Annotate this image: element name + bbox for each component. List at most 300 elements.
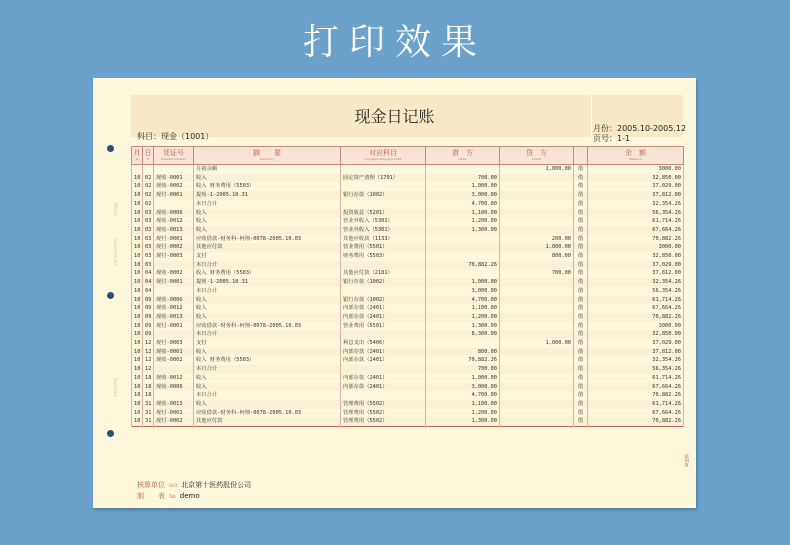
day-cell: 09 bbox=[143, 330, 154, 339]
balance-cell: 61,714.26 bbox=[588, 296, 684, 305]
maker-en: Tab bbox=[169, 494, 176, 499]
voucher-cell: 现付-0003 bbox=[154, 339, 194, 348]
account-cell: 内部存款（2401） bbox=[341, 304, 426, 313]
credit-cell: 1,000.00 bbox=[500, 243, 574, 252]
credit-cell bbox=[500, 278, 574, 287]
month-cell: 10 bbox=[132, 383, 143, 392]
summary-cell: 本日合计 bbox=[194, 287, 341, 296]
day-cell: 02 bbox=[143, 200, 154, 209]
day-cell: 04 bbox=[143, 269, 154, 278]
account-cell: 内部存款（2401） bbox=[341, 383, 426, 392]
day-cell: 09 bbox=[143, 313, 154, 322]
account-cell: 营业外收入（5301） bbox=[341, 226, 426, 235]
binding-hole-icon bbox=[107, 430, 114, 437]
credit-cell bbox=[500, 174, 574, 183]
credit-cell: 800.00 bbox=[500, 252, 574, 261]
balance-cell: 70,882.26 bbox=[588, 235, 684, 244]
voucher-cell: 现付-0001 bbox=[154, 409, 194, 418]
account-cell: 管理费用（5502） bbox=[341, 409, 426, 418]
month-cell: 10 bbox=[132, 182, 143, 191]
day-cell: 03 bbox=[143, 217, 154, 226]
debit-cell: 1,000.00 bbox=[426, 182, 500, 191]
table-row bbox=[132, 383, 684, 392]
direction-cell: 借 bbox=[574, 374, 588, 383]
column-header-en: M bbox=[135, 156, 139, 161]
direction-cell: 借 bbox=[574, 313, 588, 322]
debit-cell: 70,882.26 bbox=[426, 356, 500, 365]
month-cell: 10 bbox=[132, 261, 143, 270]
direction-cell: 借 bbox=[574, 235, 588, 244]
summary-cell: 其他应付款 bbox=[194, 243, 341, 252]
month-cell: 10 bbox=[132, 269, 143, 278]
month-cell: 10 bbox=[132, 356, 143, 365]
direction-cell: 借 bbox=[574, 391, 588, 400]
direction-cell: 借 bbox=[574, 339, 588, 348]
column-header-label: 贷 方 bbox=[526, 148, 547, 157]
credit-cell bbox=[500, 209, 574, 218]
balance-cell: 32,850.00 bbox=[588, 252, 684, 261]
direction-cell: 借 bbox=[574, 182, 588, 191]
day-cell: 18 bbox=[143, 374, 154, 383]
account-cell bbox=[341, 391, 426, 400]
column-header-label: 余 额 bbox=[625, 148, 646, 157]
balance-cell: 67,664.26 bbox=[588, 383, 684, 392]
credit-cell: 1,000.00 bbox=[500, 339, 574, 348]
debit-cell: 3,000.00 bbox=[426, 191, 500, 200]
voucher-cell: 现收-0012 bbox=[154, 217, 194, 226]
summary-cell: 支付 bbox=[194, 339, 341, 348]
day-cell: 31 bbox=[143, 400, 154, 409]
voucher-cell: 现付-0001 bbox=[154, 278, 194, 287]
account-cell bbox=[341, 182, 426, 191]
table-row bbox=[132, 243, 684, 252]
summary-cell: 收入 bbox=[194, 209, 341, 218]
day-cell: 03 bbox=[143, 243, 154, 252]
balance-cell: 61,714.26 bbox=[588, 217, 684, 226]
debit-cell: 1,000.00 bbox=[426, 374, 500, 383]
month-cell: 10 bbox=[132, 217, 143, 226]
balance-cell: 61,714.26 bbox=[588, 374, 684, 383]
month-cell: 10 bbox=[132, 200, 143, 209]
balance-cell: 3000.00 bbox=[588, 322, 684, 331]
account-cell: 银行存款（1002） bbox=[341, 296, 426, 305]
voucher-cell: 现收-0002 bbox=[154, 356, 194, 365]
month-cell: 10 bbox=[132, 313, 143, 322]
voucher-cell bbox=[154, 165, 194, 174]
document-title: 现金日记账 bbox=[354, 107, 435, 126]
debit-cell: 1,300.00 bbox=[426, 322, 500, 331]
table-row bbox=[132, 269, 684, 278]
day-cell: 02 bbox=[143, 191, 154, 200]
direction-cell: 借 bbox=[574, 322, 588, 331]
balance-cell: 37,029.00 bbox=[588, 261, 684, 270]
summary-cell: 其他应付款 bbox=[194, 417, 341, 426]
day-cell: 12 bbox=[143, 356, 154, 365]
column-header-label: 月 bbox=[133, 148, 141, 157]
direction-cell: 借 bbox=[574, 296, 588, 305]
account-cell: 营业费用（5501） bbox=[341, 322, 426, 331]
credit-cell bbox=[500, 191, 574, 200]
side-label: Document No. bbox=[113, 238, 118, 267]
month-cell: 10 bbox=[132, 209, 143, 218]
voucher-cell: 现收-0012 bbox=[154, 374, 194, 383]
month-cell: 10 bbox=[132, 296, 143, 305]
account-cell: 营业费用（5501） bbox=[341, 243, 426, 252]
credit-cell bbox=[500, 304, 574, 313]
month-cell: 10 bbox=[132, 287, 143, 296]
credit-cell bbox=[500, 391, 574, 400]
column-header-label: 对应科目 bbox=[369, 148, 397, 157]
table-row bbox=[132, 296, 684, 305]
table-row bbox=[132, 165, 684, 174]
table-row bbox=[132, 304, 684, 313]
balance-cell: 37,812.00 bbox=[588, 269, 684, 278]
debit-cell: 1,200.00 bbox=[426, 409, 500, 418]
credit-cell bbox=[500, 182, 574, 191]
balance-cell: 37,812.00 bbox=[588, 348, 684, 357]
debit-cell: 1,000.00 bbox=[426, 278, 500, 287]
table-row bbox=[132, 200, 684, 209]
balance-cell: 32,850.00 bbox=[588, 330, 684, 339]
credit-cell bbox=[500, 365, 574, 374]
voucher-cell bbox=[154, 365, 194, 374]
account-cell: 利息支出（5406） bbox=[341, 339, 426, 348]
direction-cell: 借 bbox=[574, 269, 588, 278]
account-cell: 其他应收款（1133） bbox=[341, 235, 426, 244]
column-header-en: Debit bbox=[458, 156, 467, 161]
table-row bbox=[132, 217, 684, 226]
column-header bbox=[426, 147, 500, 165]
day-cell: 03 bbox=[143, 209, 154, 218]
banner-title: 打印效果 bbox=[302, 21, 487, 63]
day-cell: 18 bbox=[143, 391, 154, 400]
summary-cell: 提现-1-2005.10.31 bbox=[194, 191, 341, 200]
debit-cell: 1,200.00 bbox=[426, 217, 500, 226]
debit-cell: 4,700.00 bbox=[426, 296, 500, 305]
debit-cell: 3,000.00 bbox=[426, 383, 500, 392]
voucher-cell bbox=[154, 200, 194, 209]
voucher-cell bbox=[154, 261, 194, 270]
credit-cell bbox=[500, 287, 574, 296]
summary-cell: 收入 bbox=[194, 217, 341, 226]
debit-cell bbox=[426, 252, 500, 261]
column-header-label: 凭证号 bbox=[163, 148, 184, 157]
voucher-cell: 现收-0006 bbox=[154, 209, 194, 218]
account-cell: 内部存款（2401） bbox=[341, 374, 426, 383]
credit-cell bbox=[500, 200, 574, 209]
summary-cell: 本日合计 bbox=[194, 391, 341, 400]
account-cell: 内部存款（2401） bbox=[341, 348, 426, 357]
summary-cell: 本日合计 bbox=[194, 261, 341, 270]
month-cell: 10 bbox=[132, 330, 143, 339]
table-row bbox=[132, 235, 684, 244]
account-cell bbox=[341, 330, 426, 339]
balance-cell: 32,354.26 bbox=[588, 200, 684, 209]
voucher-cell: 现收-0001 bbox=[154, 174, 194, 183]
month-cell: 10 bbox=[132, 174, 143, 183]
debit-cell bbox=[426, 165, 500, 174]
debit-cell: 800.00 bbox=[426, 348, 500, 357]
account-cell bbox=[341, 200, 426, 209]
direction-cell: 借 bbox=[574, 217, 588, 226]
balance-cell: 32,354.26 bbox=[588, 278, 684, 287]
voucher-cell: 现收-0013 bbox=[154, 313, 194, 322]
table-row bbox=[132, 348, 684, 357]
balance-cell: 70,882.26 bbox=[588, 417, 684, 426]
table-row bbox=[132, 417, 684, 426]
summary-cell: 收入 bbox=[194, 304, 341, 313]
month-cell: 10 bbox=[132, 226, 143, 235]
direction-cell: 借 bbox=[574, 383, 588, 392]
summary-cell: 应收借款-财务科-柯翔-0078-2005.10.03 bbox=[194, 409, 341, 418]
month-cell: 10 bbox=[132, 339, 143, 348]
credit-cell bbox=[500, 261, 574, 270]
credit-cell bbox=[500, 400, 574, 409]
direction-cell: 借 bbox=[574, 243, 588, 252]
voucher-cell bbox=[154, 287, 194, 296]
credit-cell bbox=[500, 417, 574, 426]
credit-cell bbox=[500, 374, 574, 383]
table-row bbox=[132, 209, 684, 218]
column-header-en: Summary bbox=[259, 156, 275, 161]
direction-cell: 借 bbox=[574, 348, 588, 357]
summary-cell: 收入 bbox=[194, 383, 341, 392]
voucher-cell bbox=[154, 330, 194, 339]
direction-cell: 借 bbox=[574, 417, 588, 426]
month-cell: 10 bbox=[132, 374, 143, 383]
account-cell: 营业外收入（5301） bbox=[341, 217, 426, 226]
account-cell: 投资收益（5201） bbox=[341, 209, 426, 218]
summary-cell: 本日合计 bbox=[194, 365, 341, 374]
balance-cell: 61,714.26 bbox=[588, 400, 684, 409]
account-cell bbox=[341, 261, 426, 270]
debit-cell: 3,000.00 bbox=[426, 287, 500, 296]
voucher-cell: 现收-0006 bbox=[154, 296, 194, 305]
column-header-en: Credit bbox=[531, 156, 542, 161]
table-row bbox=[132, 374, 684, 383]
voucher-cell: 现收-0013 bbox=[154, 400, 194, 409]
column-header bbox=[143, 147, 154, 165]
column-header-en: D bbox=[146, 156, 150, 161]
summary-cell: 收入 bbox=[194, 226, 341, 235]
day-cell: 03 bbox=[143, 261, 154, 270]
day-cell: 12 bbox=[143, 365, 154, 374]
credit-cell bbox=[500, 217, 574, 226]
maker-label: 制 表 bbox=[137, 492, 165, 500]
column-header bbox=[194, 147, 341, 165]
account-cell: 管理费用（5502） bbox=[341, 400, 426, 409]
balance-cell: 32,354.26 bbox=[588, 356, 684, 365]
balance-cell: 37,812.00 bbox=[588, 191, 684, 200]
day-cell: 18 bbox=[143, 383, 154, 392]
debit-cell: 1,300.00 bbox=[426, 226, 500, 235]
direction-cell: 借 bbox=[574, 165, 588, 174]
summary-cell: 收入 财务费用（5503） bbox=[194, 269, 341, 278]
column-header-en: Voucher number bbox=[161, 156, 186, 161]
debit-cell bbox=[426, 235, 500, 244]
day-cell: 31 bbox=[143, 409, 154, 418]
month-cell: 10 bbox=[132, 409, 143, 418]
account-cell: 银行存款（1002） bbox=[341, 278, 426, 287]
month-cell bbox=[132, 165, 143, 174]
table-row bbox=[132, 313, 684, 322]
debit-cell: 700.00 bbox=[426, 174, 500, 183]
account-cell bbox=[341, 287, 426, 296]
credit-cell bbox=[500, 296, 574, 305]
summary-cell: 应收借款-财务科-柯翔-0078-2005.10.03 bbox=[194, 322, 341, 331]
voucher-cell: 现收-0002 bbox=[154, 269, 194, 278]
debit-cell: 1,300.00 bbox=[426, 417, 500, 426]
credit-cell bbox=[500, 409, 574, 418]
balance-cell: 67,664.26 bbox=[588, 304, 684, 313]
voucher-cell: 现付-0002 bbox=[154, 243, 194, 252]
summary-cell: 收入 bbox=[194, 313, 341, 322]
column-header bbox=[500, 147, 574, 165]
day-cell: 09 bbox=[143, 322, 154, 331]
voucher-cell: 现收-0001 bbox=[154, 348, 194, 357]
column-header bbox=[588, 147, 684, 165]
month-cell: 10 bbox=[132, 400, 143, 409]
account-cell: 固定资产清理（1701） bbox=[341, 174, 426, 183]
day-cell: 03 bbox=[143, 235, 154, 244]
credit-cell bbox=[500, 226, 574, 235]
debit-cell bbox=[426, 269, 500, 278]
credit-cell: 700.00 bbox=[500, 269, 574, 278]
month-cell: 10 bbox=[132, 235, 143, 244]
banner bbox=[0, 0, 790, 78]
voucher-cell: 现收-0013 bbox=[154, 226, 194, 235]
summary-cell: 应收借款-财务科-柯翔-0078-2005.10.03 bbox=[194, 235, 341, 244]
balance-cell: 37,029.00 bbox=[588, 182, 684, 191]
month-label: 月份：2005.10-2005.12 bbox=[593, 124, 687, 133]
day-cell: 04 bbox=[143, 278, 154, 287]
account-cell bbox=[341, 365, 426, 374]
voucher-cell: 现付-0001 bbox=[154, 191, 194, 200]
balance-cell: 56,354.26 bbox=[588, 365, 684, 374]
table-row bbox=[132, 174, 684, 183]
month-cell: 10 bbox=[132, 252, 143, 261]
credit-cell: 1,000.00 bbox=[500, 165, 574, 174]
day-cell bbox=[143, 165, 154, 174]
day-cell: 02 bbox=[143, 174, 154, 183]
direction-cell: 借 bbox=[574, 278, 588, 287]
table-row bbox=[132, 391, 684, 400]
table-row bbox=[132, 356, 684, 365]
account-cell: 管理费用（5502） bbox=[341, 417, 426, 426]
day-cell: 03 bbox=[143, 252, 154, 261]
column-header-label: 借 方 bbox=[452, 148, 473, 157]
month-cell: 10 bbox=[132, 322, 143, 331]
ledger-paper bbox=[93, 78, 696, 508]
voucher-cell: 现收-0012 bbox=[154, 304, 194, 313]
direction-cell: 借 bbox=[574, 400, 588, 409]
summary-cell: 本日合计 bbox=[194, 200, 341, 209]
voucher-cell: 现付-0003 bbox=[154, 252, 194, 261]
direction-cell: 借 bbox=[574, 409, 588, 418]
month-cell: 10 bbox=[132, 243, 143, 252]
balance-cell: 70,882.26 bbox=[588, 391, 684, 400]
debit-cell: 1,100.00 bbox=[426, 209, 500, 218]
direction-cell: 借 bbox=[574, 252, 588, 261]
footer-maker bbox=[137, 491, 200, 501]
voucher-cell: 现收-0002 bbox=[154, 182, 194, 191]
month-cell: 10 bbox=[132, 348, 143, 357]
summary-cell: 收入 bbox=[194, 374, 341, 383]
column-header bbox=[154, 147, 194, 165]
table-row bbox=[132, 252, 684, 261]
balance-cell: 3000.00 bbox=[588, 165, 684, 174]
summary-cell: 本日合计 bbox=[194, 330, 341, 339]
table-row bbox=[132, 182, 684, 191]
direction-cell: 借 bbox=[574, 226, 588, 235]
debit-cell: 1,100.00 bbox=[426, 304, 500, 313]
voucher-cell: 现付-0002 bbox=[154, 417, 194, 426]
day-cell: 12 bbox=[143, 348, 154, 357]
debit-cell: 1,200.00 bbox=[426, 313, 500, 322]
table-row bbox=[132, 278, 684, 287]
direction-cell: 借 bbox=[574, 287, 588, 296]
direction-cell: 借 bbox=[574, 365, 588, 374]
day-cell: 12 bbox=[143, 339, 154, 348]
day-cell: 02 bbox=[143, 182, 154, 191]
credit-cell bbox=[500, 383, 574, 392]
credit-cell: 200.00 bbox=[500, 235, 574, 244]
table-row bbox=[132, 400, 684, 409]
account-cell: 其他应付款（2181） bbox=[341, 269, 426, 278]
summary-cell: 收入 bbox=[194, 174, 341, 183]
column-header-label: 摘 要 bbox=[253, 148, 281, 157]
column-header-en: Corresponding Accounts bbox=[364, 156, 402, 161]
table-row bbox=[132, 191, 684, 200]
credit-cell bbox=[500, 356, 574, 365]
summary-cell: 提现-1-2005.10.31 bbox=[194, 278, 341, 287]
voucher-cell: 现付-0001 bbox=[154, 322, 194, 331]
debit-cell: 70,882.26 bbox=[426, 261, 500, 270]
voucher-cell: 现收-0006 bbox=[154, 383, 194, 392]
unit-value: 北京第十医药股份公司 bbox=[181, 481, 252, 489]
month-cell: 10 bbox=[132, 417, 143, 426]
credit-cell bbox=[500, 322, 574, 331]
summary-cell: 收入 bbox=[194, 296, 341, 305]
table-header-row bbox=[132, 147, 684, 165]
summary-cell: 收入 财务费用（5503） bbox=[194, 182, 341, 191]
summary-cell: 支付 bbox=[194, 252, 341, 261]
balance-cell: 70,882.26 bbox=[588, 313, 684, 322]
debit-cell bbox=[426, 243, 500, 252]
binding-hole-icon bbox=[107, 292, 114, 299]
debit-cell bbox=[426, 339, 500, 348]
table-row bbox=[132, 339, 684, 348]
column-header-en: Balance bbox=[629, 156, 642, 161]
direction-cell: 借 bbox=[574, 261, 588, 270]
table-row bbox=[132, 261, 684, 270]
month-cell: 10 bbox=[132, 365, 143, 374]
table-row bbox=[132, 322, 684, 331]
month-cell: 10 bbox=[132, 278, 143, 287]
direction-cell: 借 bbox=[574, 304, 588, 313]
direction-cell: 借 bbox=[574, 174, 588, 183]
month-cell: 10 bbox=[132, 391, 143, 400]
account-cell bbox=[341, 165, 426, 174]
maker-value: demo bbox=[179, 492, 200, 500]
side-label: Summary bbox=[113, 378, 118, 398]
debit-cell: 8,300.00 bbox=[426, 330, 500, 339]
column-header bbox=[341, 147, 426, 165]
summary-cell: 收入 bbox=[194, 400, 341, 409]
table-row bbox=[132, 330, 684, 339]
balance-cell: 3000.00 bbox=[588, 243, 684, 252]
ledger-table bbox=[131, 146, 684, 427]
